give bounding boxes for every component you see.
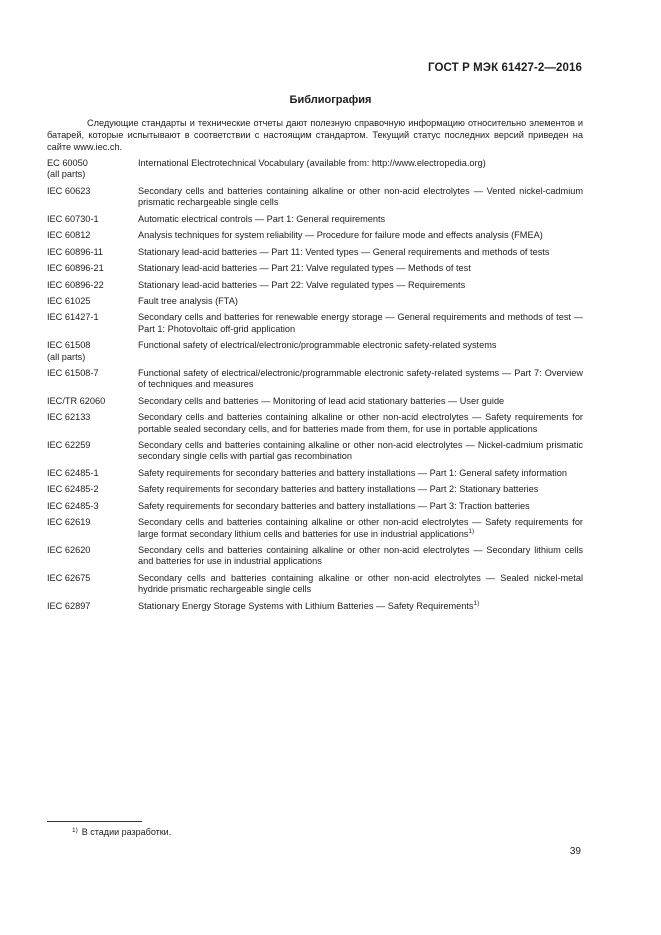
reference-item [47,247,583,258]
reference-code-number: IEC 62133 [47,412,91,423]
reference-code [47,158,138,181]
reference-code-number: IEC 62485-2 [47,484,99,495]
reference-title-text: Secondary cells and batteries containing alkaline or other non-acid electrolytes — Vented nickel-cadmium prismatic rechargeable single cells [138,185,583,208]
reference-title-text: Secondary cells and batteries for renewable energy storage — General requirements and methods of test — Part 1: Photovoltaic off-grid application [138,312,583,334]
reference-code-number: IEC 62485-1 [47,467,99,478]
intro-paragraph: Следующие стандарты и технические отчеты дают полезную справочную информацию относительно элементов и батарей, которые испытывают в соответствии с настоящим стандартом. Текущий статус последних версий приведен на сайте www.iec.ch. [47,118,583,152]
footnote [72,827,171,837]
reference-code-note: (all parts) [47,169,86,180]
reference-title [138,501,583,512]
reference-item [47,396,583,407]
reference-code-number: IEC/TR 62060 [47,395,106,406]
reference-title [138,573,583,596]
reference-item [47,601,583,612]
footnote-divider [47,821,142,822]
reference-code-note: (all parts) [47,351,86,362]
reference-title-text: Safety requirements for secondary batteries and battery installations — Part 2: Stationary batteries [138,484,539,495]
reference-list [47,158,583,617]
reference-title-text: Secondary cells and batteries containing alkaline or other non-acid electrolytes — Secondary lithium cells and batteries for use in industrial applications [138,545,583,567]
reference-title-text: Secondary cells and batteries containing alkaline or other non-acid electrolytes — Safety requirements for large format secondary lithium cells and batteries for use in industrial applications [138,517,583,539]
reference-title-text: Functional safety of electrical/electronic/programmable electronic safety-related systems [138,340,497,351]
reference-title [138,296,583,307]
reference-code [47,601,138,612]
reference-code-number: IEC 62259 [47,440,91,451]
reference-title [138,214,583,225]
reference-title-text: Secondary cells and batteries containing alkaline or other non-acid electrolytes — Sealed nickel-metal hydride prismatic rechargeable single cells [138,572,583,595]
footnote-text: В стадии разработки. [81,827,172,837]
reference-code [47,501,138,512]
reference-code-number: IEC 62620 [47,545,91,556]
reference-title [138,368,583,391]
reference-title [138,340,583,363]
reference-title-text: Functional safety of electrical/electronic/programmable electronic safety-related systems — Part 7: Overview of techniques and measures [138,368,583,390]
reference-code-number: IEC 62897 [47,600,91,611]
reference-title [138,263,583,274]
reference-item [47,214,583,225]
page-number: 39 [569,846,581,857]
reference-code [47,440,138,463]
reference-title [138,484,583,495]
reference-title-text: Stationary Energy Storage Systems with Lithium Batteries — Safety Requirements [138,600,474,611]
reference-item [47,230,583,241]
reference-code-number: IEC 60812 [47,230,91,241]
reference-title-text: Stationary lead-acid batteries — Part 22: Valve regulated types — Requirements [138,279,466,290]
reference-code [47,214,138,225]
reference-code-number: IEC 61508 [47,340,91,351]
reference-title [138,280,583,291]
reference-code [47,340,138,363]
reference-code-number: EC 60050 [47,158,88,168]
reference-code [47,312,138,335]
reference-title-text: Automatic electrical controls — Part 1: General requirements [138,213,386,224]
reference-title-text: Stationary lead-acid batteries — Part 11: Vented types — General requirements and methods of tests [138,246,550,257]
reference-item [47,368,583,391]
footnote-reference: 1) [473,599,480,607]
reference-code [47,296,138,307]
reference-code-number: IEC 60730-1 [47,213,99,224]
reference-code [47,573,138,596]
reference-item [47,280,583,291]
reference-item [47,312,583,335]
reference-title [138,312,583,335]
reference-item [47,517,583,540]
reference-code [47,247,138,258]
reference-title-text: International Electrotechnical Vocabulary (available from: http://www.electropedia.org) [138,158,486,168]
reference-code [47,263,138,274]
reference-code-number: IEC 61025 [47,295,91,306]
reference-code-number: IEC 60623 [47,185,91,196]
footnote-reference: 1) [468,527,475,535]
reference-title-text: Stationary lead-acid batteries — Part 21: Valve regulated types — Methods of test [138,263,471,274]
document-header: ГОСТ Р МЭК 61427-2—2016 [428,62,582,74]
reference-title [138,545,583,568]
reference-code-number: IEC 61508-7 [47,368,99,379]
reference-item [47,468,583,479]
reference-item [47,186,583,209]
reference-title-text: Analysis techniques for system reliability — Procedure for failure mode and effects analysis (FMEA) [138,230,543,241]
footnote-marker: 1) [72,827,78,834]
reference-title [138,412,583,435]
reference-title-text: Secondary cells and batteries — Monitoring of lead acid stationary batteries — User guide [138,395,505,406]
reference-code-number: IEC 62675 [47,572,91,583]
reference-item [47,412,583,435]
reference-title-text: Secondary cells and batteries containing alkaline or other non-acid electrolytes — Nickel-cadmium prismatic secondary single cells with partial gas recombination [138,440,583,462]
page-title: Библиография [289,94,372,106]
reference-item [47,573,583,596]
reference-code-number: IEC 60896-22 [47,279,104,290]
reference-item [47,158,583,181]
reference-code-number: IEC 62619 [47,517,91,528]
reference-code [47,412,138,435]
reference-title [138,396,583,407]
reference-code [47,230,138,241]
reference-title [138,468,583,479]
reference-code-number: IEC 61427-1 [47,312,99,323]
reference-title [138,517,583,540]
reference-item [47,545,583,568]
reference-code [47,545,138,568]
reference-item [47,296,583,307]
reference-item [47,484,583,495]
reference-title [138,158,583,181]
reference-code-number: IEC 60896-11 [47,246,104,257]
reference-title [138,601,583,612]
reference-code [47,396,138,407]
reference-title [138,440,583,463]
reference-code [47,368,138,391]
reference-code-number: IEC 60896-21 [47,263,104,274]
reference-title [138,247,583,258]
reference-title-text: Fault tree analysis (FTA) [138,295,238,306]
reference-title-text: Safety requirements for secondary batteries and battery installations — Part 3: Traction batteries [138,500,530,511]
reference-code [47,517,138,540]
reference-item [47,440,583,463]
reference-code-number: IEC 62485-3 [47,500,99,511]
reference-code [47,484,138,495]
reference-title [138,186,583,209]
reference-item [47,501,583,512]
reference-code [47,468,138,479]
reference-title-text: Safety requirements for secondary batteries and battery installations — Part 1: General safety information [138,467,567,478]
reference-title [138,230,583,241]
reference-item [47,340,583,363]
reference-title-text: Secondary cells and batteries containing alkaline or other non-acid electrolytes — Safety requirements for portable sealed secondary cells, and for batteries made from them, for use in portable applications [138,412,583,434]
reference-code [47,280,138,291]
reference-code [47,186,138,209]
reference-item [47,263,583,274]
